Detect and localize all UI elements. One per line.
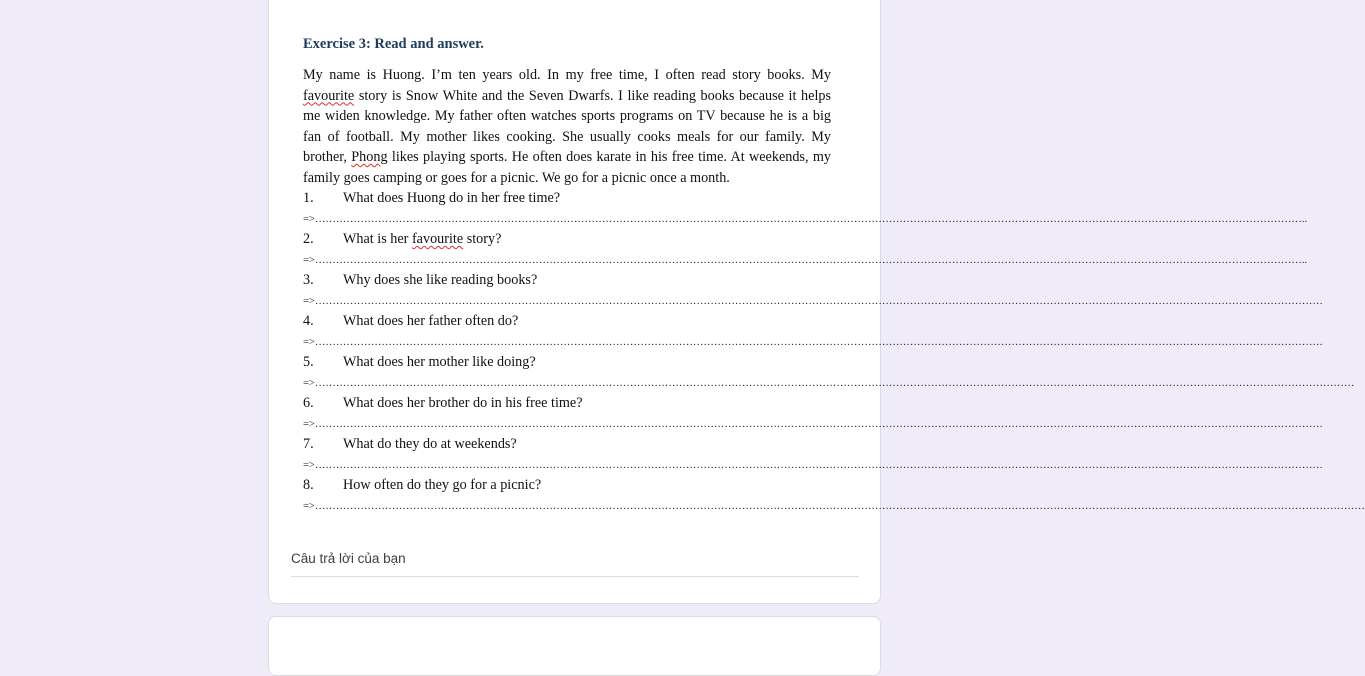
question-spellcheck-word: favourite: [411, 231, 464, 247]
passage-text: story is Snow White and the Seven Dwarfs. I like reading books because it helps me widen knowledge. My father often watches sports programs on TV because he is a big fan of football. My mother likes cooking. She usually cooks meals for our family. My brother,: [303, 87, 831, 165]
question-6: [303, 393, 831, 414]
question-text: What does her brother do in his free time?: [343, 395, 583, 411]
answer-line-6: =>………………………………………………………………………………………………………………………………………………………………………………………………………………………………………………………………: [303, 418, 1323, 430]
question-2: [303, 229, 831, 250]
answer-input[interactable]: [291, 551, 859, 577]
answer-line-8: =>…………………………………………………………………………………………………………………………………………………………………………………………………………………………………………………………………………: [303, 500, 1365, 512]
questions-list: [303, 188, 1365, 516]
reading-passage: [303, 65, 831, 188]
question-number: 4.: [303, 313, 314, 329]
question-5: [303, 352, 831, 373]
question-number: 1.: [303, 190, 314, 206]
answer-line-2: =>…………………………………………………………………………………………………………………………………………………………………………………………………………………………………………………………..: [303, 254, 1308, 266]
question-4: [303, 311, 831, 332]
question-number: 7.: [303, 436, 314, 452]
question-text-end: story?: [463, 231, 502, 247]
question-number: 8.: [303, 477, 314, 493]
question-number: 5.: [303, 354, 314, 370]
answer-line-1: =>…………………………………………………………………………………………………………………………………………………………………………………………………………………………………………………………..: [303, 213, 1308, 225]
question-image: [303, 35, 1365, 516]
answer-line-3: =>………………………………………………………………………………………………………………………………………………………………………………………………………………………………………………………………: [303, 295, 1323, 307]
question-7: [303, 434, 831, 455]
passage-text: likes playing sports. He often does karate in his free time. At weekends, my family goes camping or goes for a picnic. We go for a picnic once a month.: [303, 149, 831, 186]
question-number: 3.: [303, 272, 314, 288]
passage-spellcheck-word: favourite: [303, 87, 355, 104]
answer-underline: [291, 576, 859, 577]
question-text: What is her: [343, 231, 412, 247]
answer-line-4: =>………………………………………………………………………………………………………………………………………………………………………………………………………………………………………………………………: [303, 336, 1323, 348]
passage-text: My name is Huong. I’m ten years old. In my free time, I often read story books. My: [303, 67, 831, 83]
question-text: What does her mother like doing?: [343, 354, 536, 370]
question-text: What does her father often do?: [343, 313, 519, 329]
answer-placeholder: Câu trả lời của bạn: [291, 551, 406, 566]
question-8: [303, 475, 831, 496]
question-text: What does Huong do in her free time?: [343, 190, 561, 206]
question-card: [268, 0, 1365, 604]
exercise-title: Exercise 3: Read and answer.: [303, 36, 484, 52]
question-text: How often do they go for a picnic?: [343, 477, 542, 493]
question-number: 2.: [303, 231, 314, 247]
question-text: What do they do at weekends?: [343, 436, 517, 452]
next-question-card: [268, 616, 881, 676]
question-text: Why does she like reading books?: [343, 272, 538, 288]
answer-line-5: =>………………………………………………………………………………………………………………………………………………………………………………………………………………………………………………………………………: [303, 377, 1355, 389]
passage-spellcheck-word: Phong: [351, 149, 388, 165]
answer-line-7: =>………………………………………………………………………………………………………………………………………………………………………………………………………………………………………………………………: [303, 459, 1323, 471]
question-1: [303, 188, 831, 209]
question-number: 6.: [303, 395, 314, 411]
question-3: [303, 270, 831, 291]
